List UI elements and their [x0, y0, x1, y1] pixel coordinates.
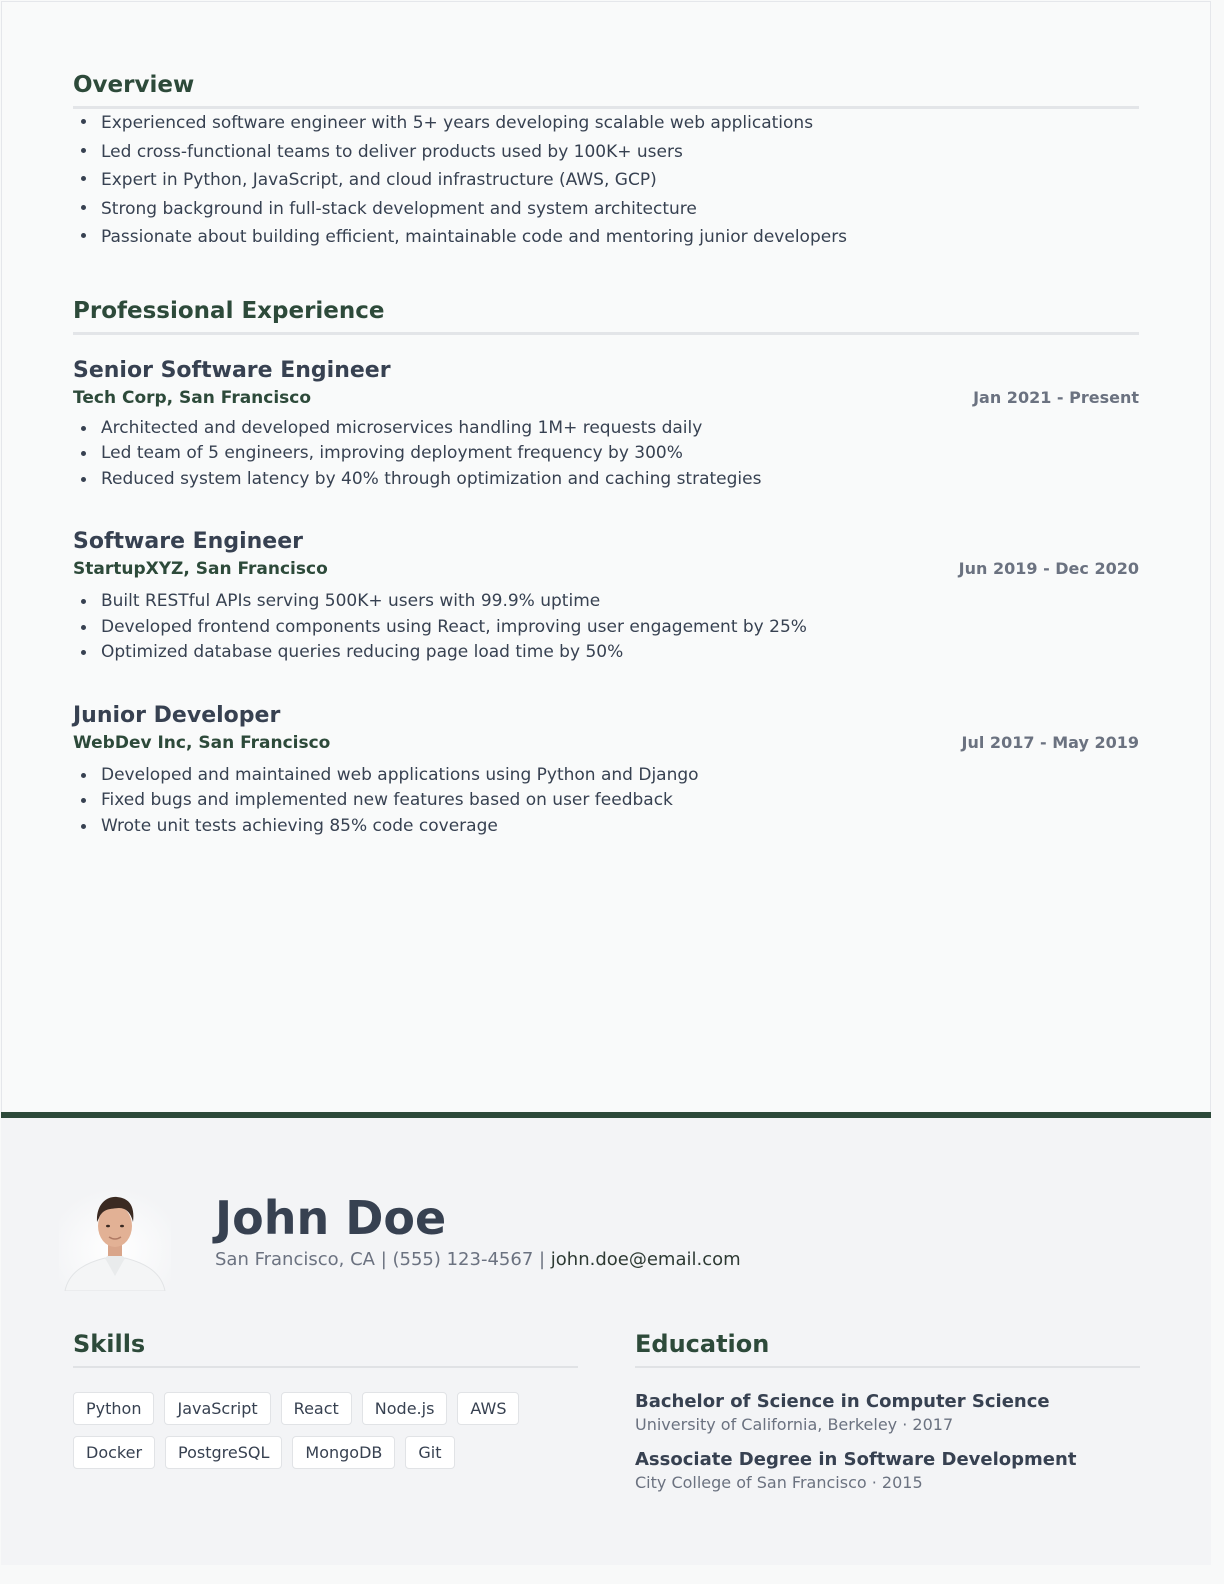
job-entry [73, 357, 1139, 493]
job-title: Junior Developer [73, 702, 281, 728]
skills-section [73, 1330, 578, 1469]
avatar [59, 1188, 171, 1291]
overview-list [73, 109, 1139, 252]
job-company: WebDev Inc, San Francisco [73, 732, 331, 753]
avatar-photo-icon [59, 1188, 171, 1291]
overview-item: Strong background in full-stack development and system architecture [73, 195, 1139, 224]
skill-tags [73, 1392, 543, 1469]
job-bullet: Fixed bugs and implemented new features based on user feedback [73, 788, 1139, 814]
education-section [635, 1330, 1140, 1494]
skill-tag: JavaScript [164, 1392, 270, 1425]
skill-tag: AWS [457, 1392, 519, 1425]
profile-name: John Doe [215, 1191, 447, 1245]
contact-details: San Francisco, CA | (555) 123-4567 | [215, 1249, 551, 1270]
job-bullet: Wrote unit tests achieving 85% code coverage [73, 814, 1139, 840]
skill-tag: PostgreSQL [165, 1436, 282, 1469]
contact-line [215, 1248, 741, 1272]
education-degree: Bachelor of Science in Computer Science [635, 1391, 1050, 1412]
job-bullets [73, 763, 1139, 840]
job-bullet: Optimized database queries reducing page load time by 50% [73, 640, 1139, 666]
job-bullet: Architected and developed microservices handling 1M+ requests daily [73, 416, 1139, 442]
job-meta [73, 556, 1139, 582]
education-heading: Education [635, 1330, 1140, 1368]
job-bullet: Reduced system latency by 40% through optimization and caching strategies [73, 467, 1139, 493]
email-link[interactable]: john.doe@email.com [550, 1249, 741, 1270]
job-title: Software Engineer [73, 529, 303, 554]
job-bullet: Led team of 5 engineers, improving deployment frequency by 300% [73, 441, 1139, 467]
job-entry [73, 528, 1139, 666]
profile-footer [1, 1118, 1211, 1565]
skill-tag: Git [405, 1436, 454, 1469]
education-item [635, 1390, 1140, 1436]
job-dates: Jan 2021 - Present [973, 387, 1139, 407]
job-bullet: Developed and maintained web applications using Python and Django [73, 763, 1139, 789]
education-degree: Associate Degree in Software Development [635, 1449, 1077, 1470]
experience-heading: Professional Experience [73, 298, 1139, 335]
overview-item: Led cross-functional teams to deliver products used by 100K+ users [73, 138, 1139, 167]
overview-item: Experienced software engineer with 5+ years developing scalable web applications [73, 109, 1139, 138]
overview-item: Expert in Python, JavaScript, and cloud infrastructure (AWS, GCP) [73, 166, 1139, 195]
resume-main-content [73, 0, 1139, 839]
job-meta [73, 730, 1139, 756]
skill-tag: Node.js [362, 1392, 448, 1425]
job-dates: Jul 2017 - May 2019 [961, 732, 1139, 752]
education-item [635, 1448, 1140, 1494]
job-bullet: Built RESTful APIs serving 500K+ users with 99.9% uptime [73, 589, 1139, 615]
skill-tag: Python [73, 1392, 154, 1425]
job-bullets [73, 416, 1139, 493]
job-dates: Jun 2019 - Dec 2020 [958, 559, 1139, 578]
skill-tag: Docker [73, 1436, 155, 1469]
skill-tag: React [281, 1392, 352, 1425]
overview-item: Passionate about building efficient, maintainable code and mentoring junior developers [73, 223, 1139, 252]
education-school: City College of San Francisco · 2015 [635, 1473, 923, 1492]
job-company: Tech Corp, San Francisco [73, 387, 312, 408]
overview-heading: Overview [73, 72, 1139, 109]
skill-tag: MongoDB [292, 1436, 395, 1469]
job-entry [73, 702, 1139, 840]
job-bullet: Developed frontend components using React, improving user engagement by 25% [73, 615, 1139, 641]
job-company: StartupXYZ, San Francisco [73, 559, 328, 579]
education-school: University of California, Berkeley · 2017 [635, 1415, 954, 1434]
job-bullets [73, 589, 1139, 666]
job-meta [73, 385, 1139, 411]
skills-heading: Skills [73, 1330, 578, 1368]
job-title: Senior Software Engineer [73, 357, 391, 383]
